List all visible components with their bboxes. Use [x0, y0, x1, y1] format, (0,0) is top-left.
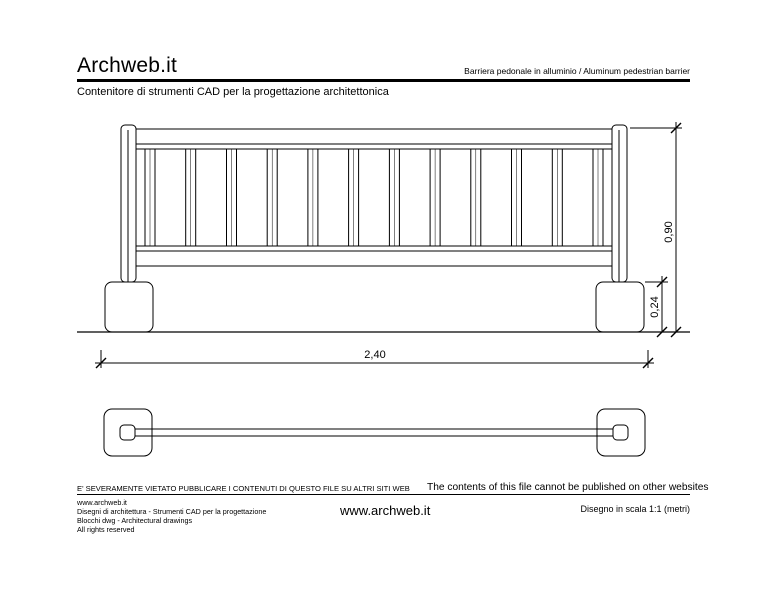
warning-italian: E' SEVERAMENTE VIETATO PUBBLICARE I CONTENUTI DI QUESTO FILE SU ALTRI SITI WEB	[77, 484, 410, 493]
right-base-block	[596, 282, 644, 332]
warning-english: The contents of this file cannot be published on other websites	[427, 482, 709, 493]
base-height-label: 0,24	[649, 296, 661, 318]
width-label: 2,40	[364, 349, 386, 361]
plan-right-base	[597, 409, 645, 456]
subtitle: Contenitore di strumenti CAD per la progettazione architettonica	[77, 86, 389, 98]
left-post	[121, 125, 136, 282]
top-rail	[136, 129, 612, 149]
plan-left-post	[120, 425, 135, 440]
scale-note: Disegno in scala 1:1 (metri)	[580, 504, 690, 514]
footer-line: Blocchi dwg - Architectural drawings	[77, 516, 193, 525]
plan-right-post	[613, 425, 628, 440]
footer-line: www.archweb.it	[77, 498, 127, 507]
footer-credits	[77, 498, 266, 534]
bottom-rail	[136, 246, 612, 266]
right-post	[612, 125, 627, 282]
height-label: 0,90	[663, 221, 675, 243]
drawing-title: Barriera pedonale in alluminio / Aluminum pedestrian barrier	[464, 66, 690, 76]
footer-line: Disegni di architettura - Strumenti CAD per la progettazione	[77, 507, 267, 516]
plan-view	[104, 409, 645, 456]
brand-logo: Archweb.it	[77, 54, 178, 77]
footer-divider	[77, 494, 690, 495]
pickets	[145, 149, 603, 246]
elevation-view	[77, 122, 690, 368]
footer-line: All rights reserved	[77, 525, 135, 534]
footer-website-link[interactable]: www.archweb.it	[340, 503, 431, 518]
plan-left-base	[104, 409, 152, 456]
left-base-block	[105, 282, 153, 332]
